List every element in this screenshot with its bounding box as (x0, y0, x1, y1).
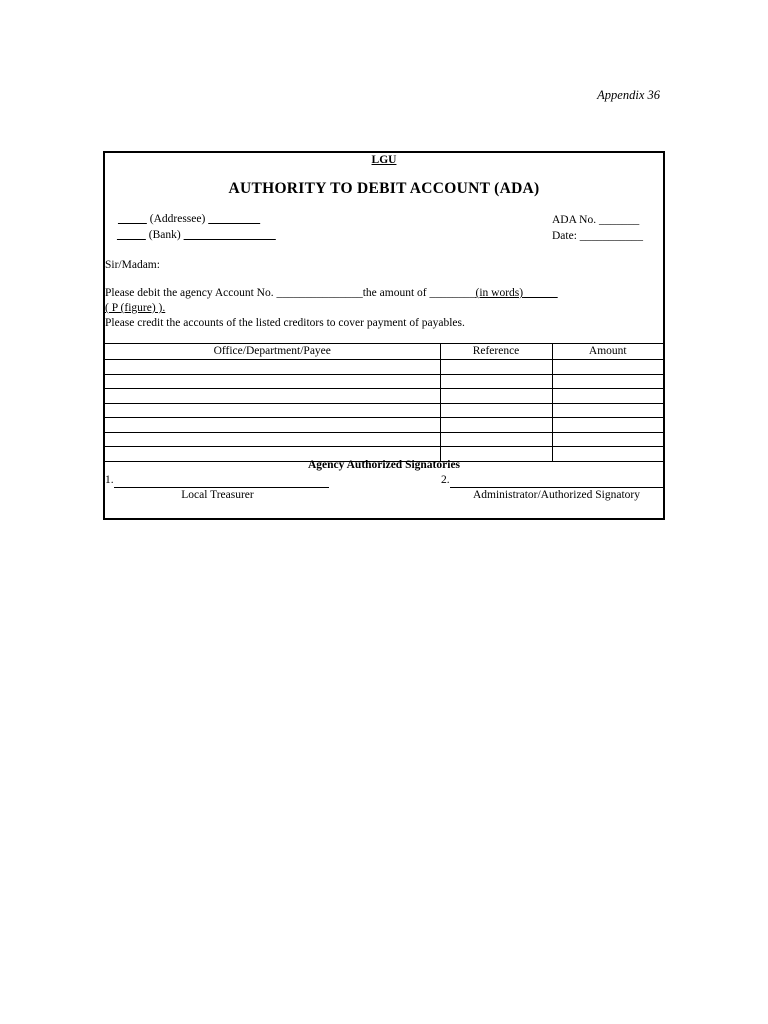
table-cell (105, 374, 440, 389)
signatories-title: Agency Authorized Signatories (307, 459, 461, 471)
signatory-1-title: Local Treasurer (181, 489, 254, 501)
ada-number-field: ADA No. _______ (552, 214, 640, 226)
bank-label: (Bank) (148, 229, 181, 241)
column-header-payee: Office/Department/Payee (105, 344, 440, 360)
form-title: AUTHORITY TO DEBIT ACCOUNT (ADA) (228, 180, 540, 197)
table-row (105, 418, 663, 433)
table-cell (552, 360, 663, 375)
table-cell (552, 374, 663, 389)
bank-line (117, 229, 276, 241)
table-cell (440, 360, 552, 375)
payee-table (105, 343, 663, 462)
date-field: Date: ___________ (552, 230, 644, 242)
table-cell (105, 418, 440, 433)
ada-form (103, 151, 665, 520)
table-row (105, 389, 663, 404)
form-header: LGU (371, 154, 397, 166)
signature-line-1 (114, 487, 329, 488)
appendix-label: Appendix 36 (597, 88, 660, 102)
signature-line-2 (450, 487, 663, 488)
column-header-reference: Reference (440, 344, 552, 360)
addressee-line (118, 213, 260, 225)
table-row (105, 374, 663, 389)
table-cell (552, 389, 663, 404)
salutation: Sir/Madam: (105, 259, 160, 271)
addressee-suffix: _________ (208, 213, 261, 225)
table-cell (552, 403, 663, 418)
credit-instruction: Please credit the accounts of the listed creditors to cover payment of payables. (105, 317, 465, 329)
signatory-number-2: 2. (441, 474, 450, 486)
bank-prefix: _____ (117, 229, 146, 241)
debit-instruction (105, 287, 558, 299)
table-row (105, 360, 663, 375)
table-cell (440, 389, 552, 404)
table-cell (440, 432, 552, 447)
table-cell (105, 403, 440, 418)
table-header-row (105, 344, 663, 360)
addressee-prefix: _____ (118, 213, 147, 225)
table-cell (552, 418, 663, 433)
addressee-label: (Addressee) (149, 213, 206, 225)
figure-line: ( P (figure) ). (105, 302, 166, 314)
in-words-label: (in words) (475, 287, 524, 299)
table-row (105, 403, 663, 418)
table-cell (440, 418, 552, 433)
table-cell (440, 374, 552, 389)
bank-suffix: ________________ (183, 229, 276, 241)
table-row (105, 432, 663, 447)
table-cell (105, 432, 440, 447)
table-cell (105, 360, 440, 375)
debit-instruction-text: Please debit the agency Account No. _______________the amount of ________ (105, 287, 476, 299)
table-cell (105, 389, 440, 404)
in-words-suffix: ______ (523, 287, 558, 299)
column-header-amount: Amount (552, 344, 663, 360)
signatory-number-1: 1. (105, 474, 114, 486)
signatory-2-title: Administrator/Authorized Signatory (472, 489, 641, 501)
table-cell (440, 403, 552, 418)
table-cell (552, 432, 663, 447)
